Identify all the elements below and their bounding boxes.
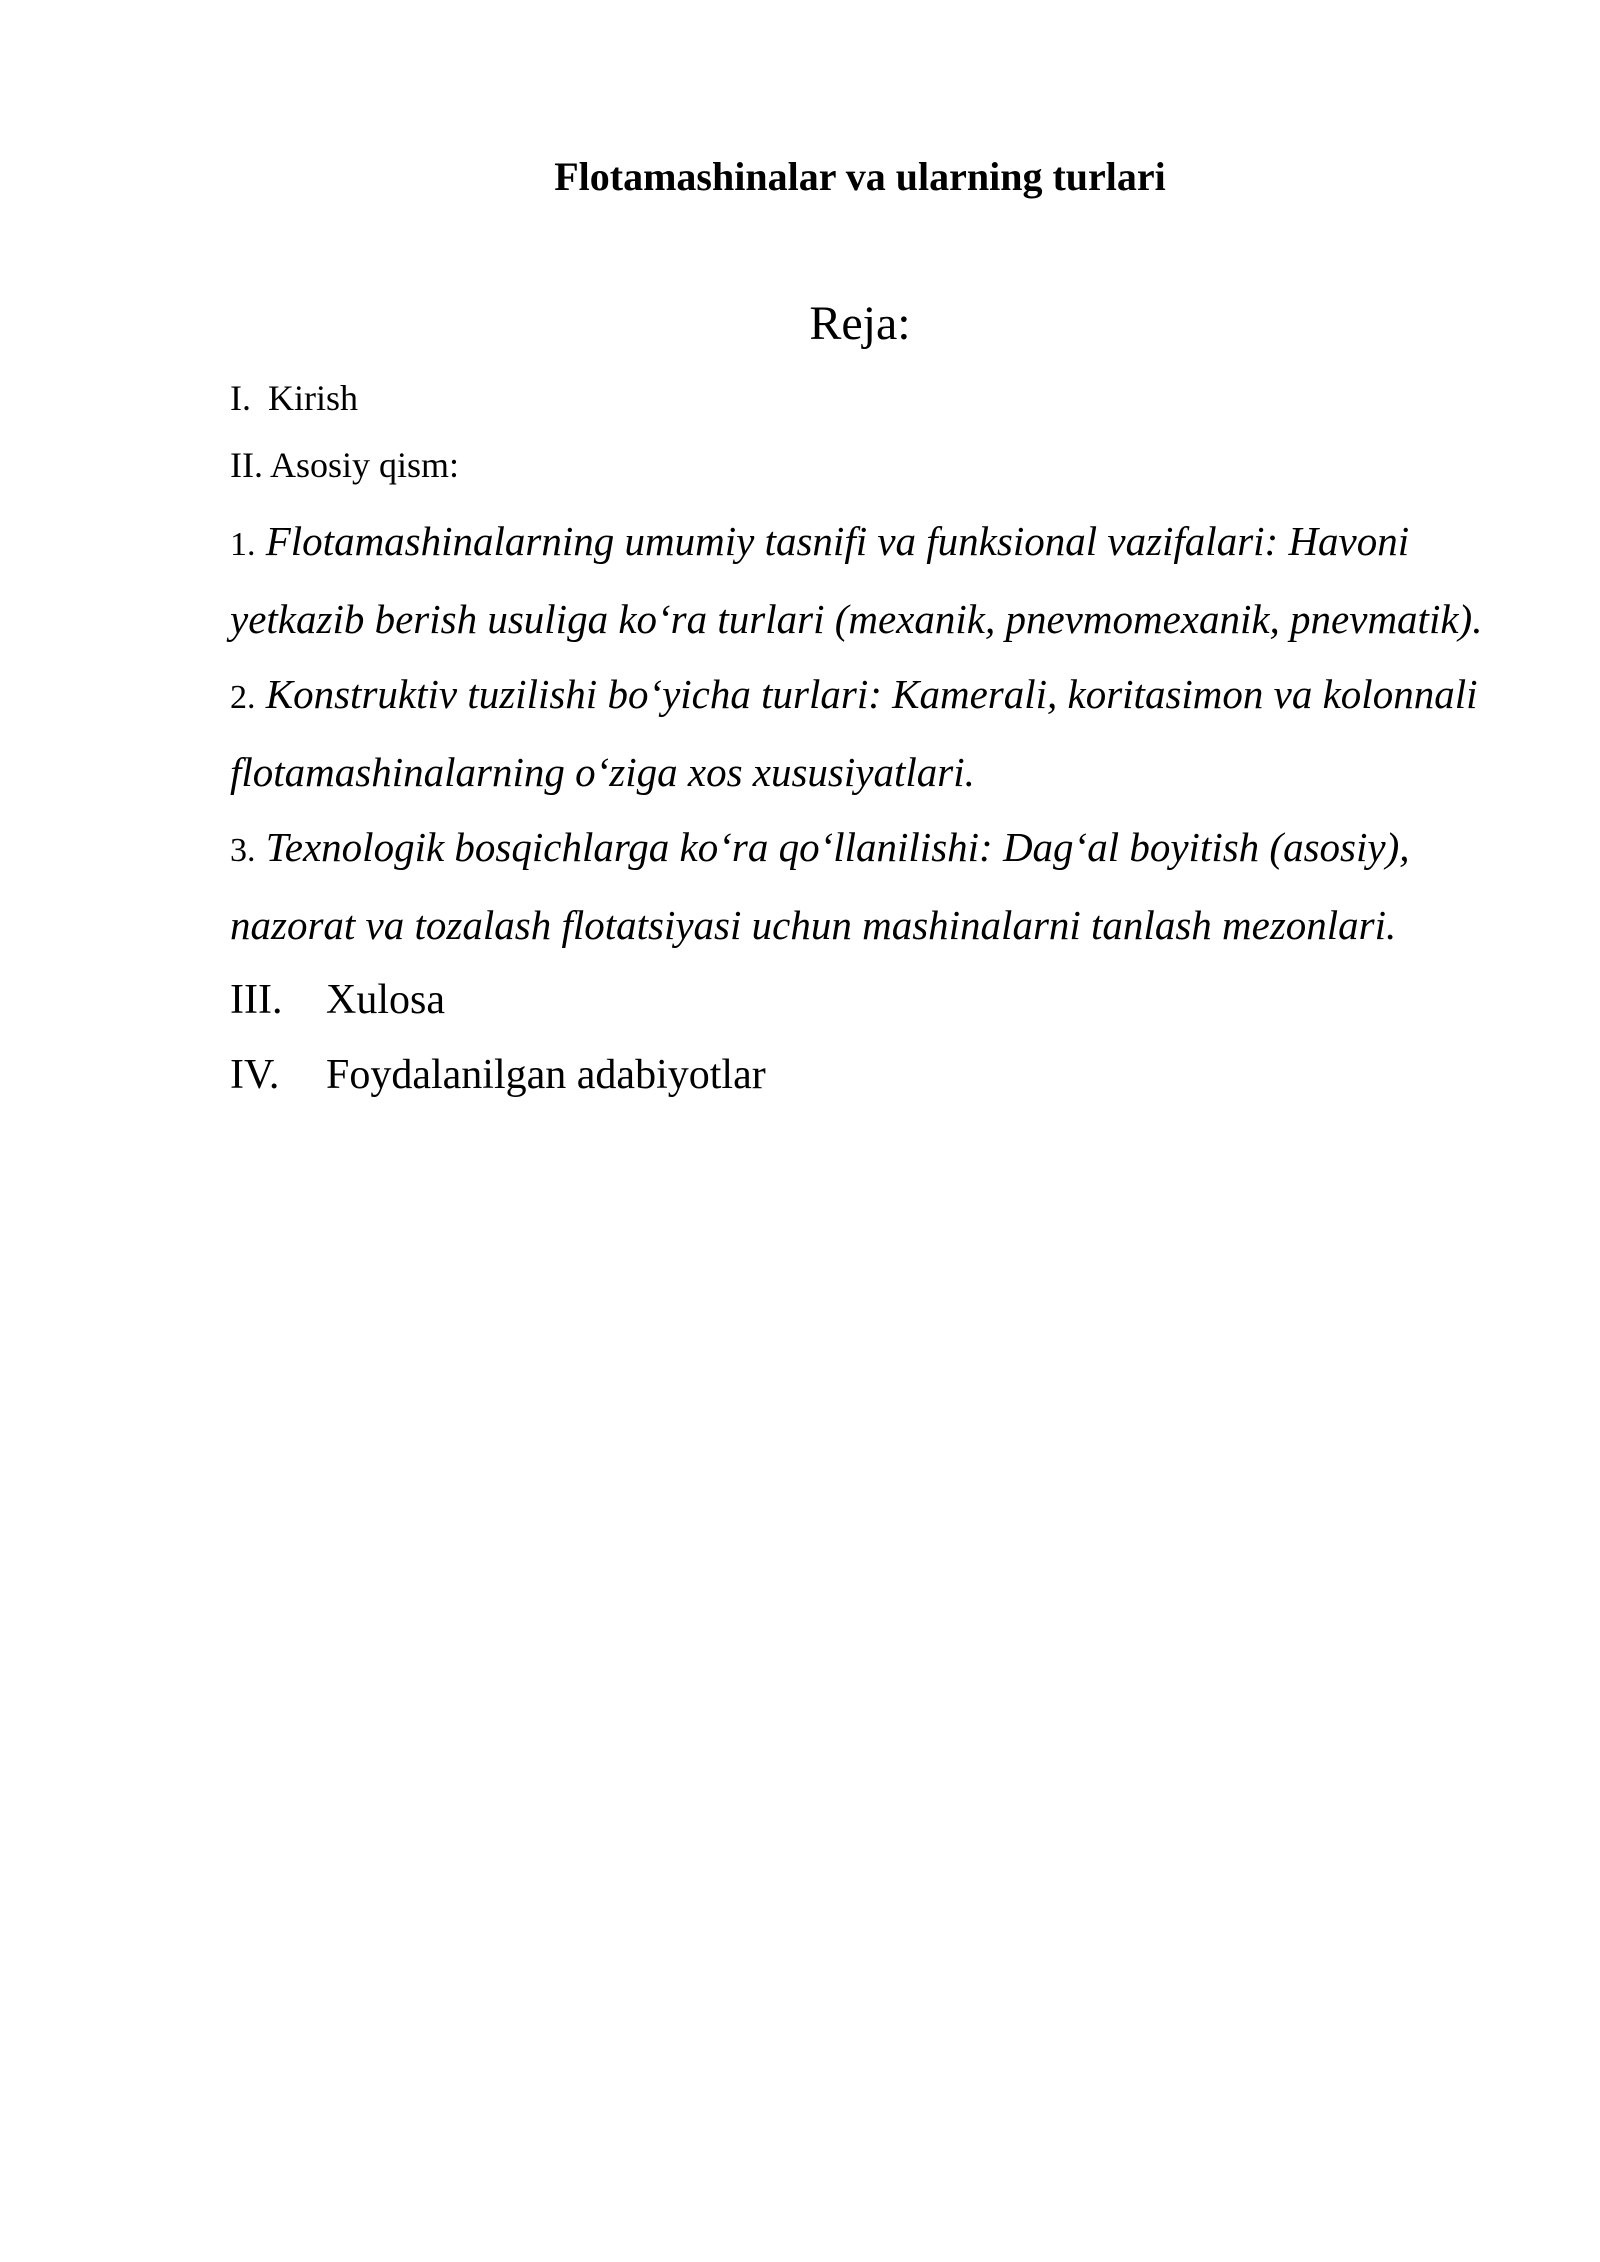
outline-item-number: IV. — [230, 1052, 280, 1098]
outline-item-number: III. — [230, 977, 283, 1023]
outline-subitem-2 — [230, 657, 1490, 810]
outline-subitem-1 — [230, 504, 1490, 657]
outline-item-number: II. — [230, 445, 263, 485]
outline-subitem-number: 2. — [230, 679, 256, 716]
outline-item-text: Kirish — [268, 378, 358, 418]
outline-item-text: Xulosa — [326, 977, 445, 1023]
outline-subitem-number: 1. — [230, 526, 256, 563]
outline-subitem-text: Konstruktiv tuzilishi bo‘yicha turlari: Kamerali, koritasimon va kolonnali flotamashinalarning o‘ziga xos xususiyatlari. — [230, 671, 1478, 795]
outline-item-text: Foydalanilgan adabiyotlar — [326, 1052, 766, 1098]
outline-subitem-text: Texnologik bosqichlarga ko‘ra qo‘llanilishi: Dag‘al boyitish (asosiy), nazorat va tozalash flotatsiyasi uchun mashinalarni tanlash mezonlari. — [230, 824, 1410, 948]
outline-item-text: Asosiy qism: — [270, 445, 460, 485]
plan-heading: Reja: — [809, 297, 911, 350]
outline-item-number: I. — [230, 378, 251, 418]
outline-item-introduction — [230, 370, 1490, 437]
outline-subitem-text: Flotamashinalarning umumiy tasnifi va funksional vazifalari: Havoni yetkazib berish usuliga ko‘ra turlari (mexanik, pnevmomexanik, pnevmatik). — [230, 518, 1483, 642]
document-title: Flotamashinalar va ularning turlari — [554, 154, 1166, 199]
outline-subitem-number: 3. — [230, 832, 256, 869]
outline-item-main-part — [230, 437, 1490, 504]
outline-item-references — [230, 1038, 1490, 1113]
plan-outline — [230, 370, 1490, 1113]
outline-subitem-3 — [230, 810, 1490, 963]
outline-item-conclusion — [230, 963, 1490, 1038]
